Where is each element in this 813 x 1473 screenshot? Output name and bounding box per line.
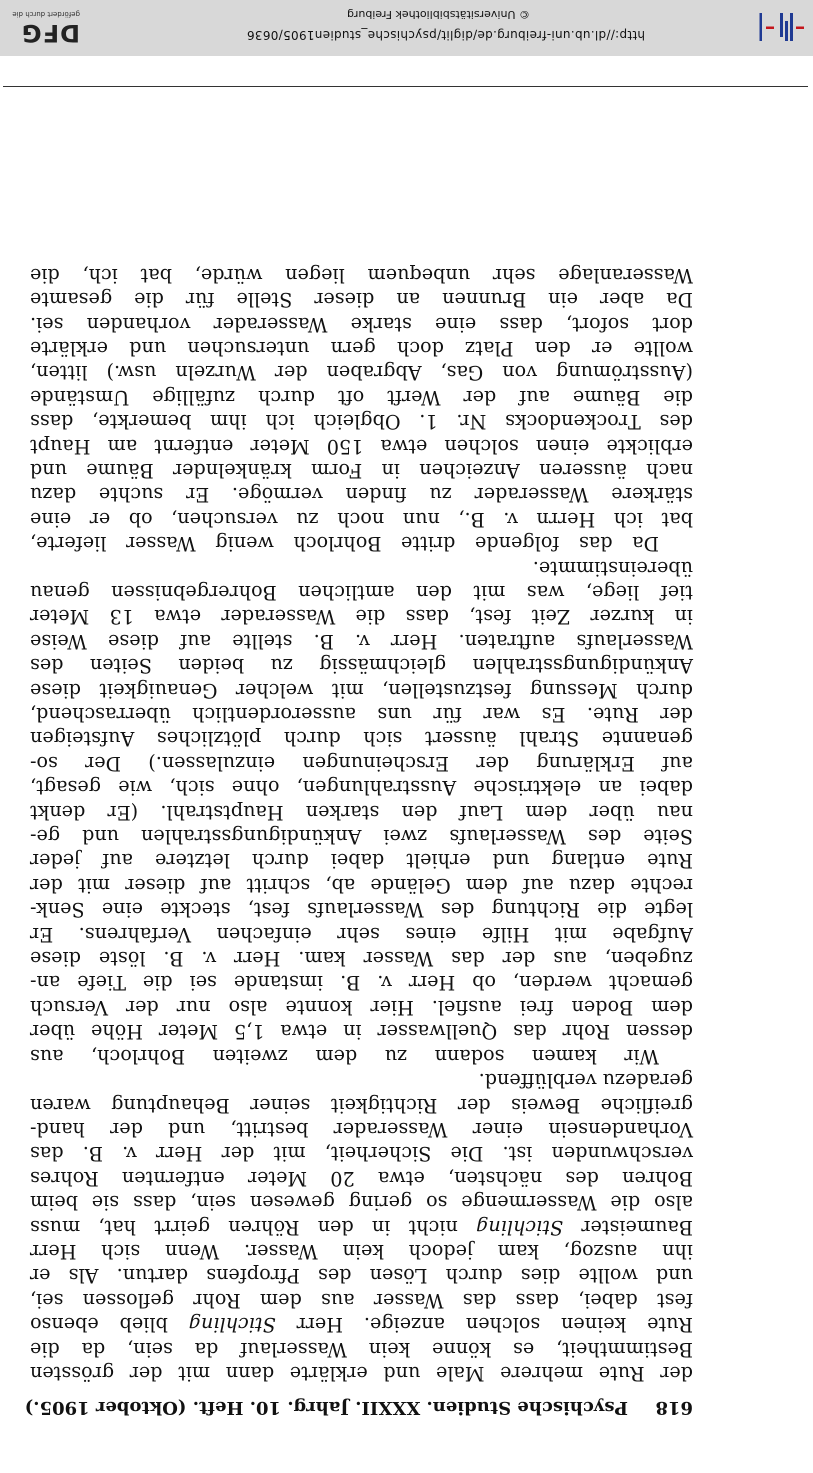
copyright-notice: © Universitätsbibliothek Freiburg — [347, 8, 530, 21]
text-line: nau über dem Lauf den starken Hauptstrahl. (Er denkt — [30, 800, 693, 824]
text-line: Da aber ein Brunnen an dieser Stelle für die gesamte — [30, 288, 693, 312]
text-line: Aufgabe mit Hilfe eines sehr einfachen Verfahrens. Er — [30, 922, 693, 946]
text-line: fest dabei, dass das Wasser aus dem Rohr geflossen sei, — [30, 1288, 693, 1312]
text-line: rechte dazu auf dem Gelände ab, schritt auf dieser mit der — [30, 873, 693, 897]
dfg-logo[interactable] — [2, 7, 80, 47]
text-line: bat ich Herrn v. B., nun noch zu versuchen, ob er eine — [30, 507, 693, 531]
text-line: Seite des Wasserlaufs zwei Ankündigungsstrahlen und ge- — [30, 825, 693, 849]
text-line: Da das folgende dritte Bohrloch wenig Wasser lieferte, — [30, 532, 659, 556]
text-line: gemacht werden, ob Herr v. B. imstande sei die Tiefe an- — [30, 971, 693, 995]
text-line: und wollte dies durch Lösen des Pfropfens dartun. Als er — [30, 1264, 693, 1288]
text-line: dabei an elektrische Ausstrahlungen, ohne sich, wie gesagt, — [30, 776, 693, 800]
page-header — [24, 1392, 693, 1418]
text-line: Bestimmtheit, es könne kein Wasserlauf da sein, da die — [30, 1337, 693, 1361]
text-line: dort sofort, dass eine starke Wasserader vorhanden sei. — [30, 312, 693, 336]
dfg-logo-mark: DFG — [20, 19, 80, 47]
text-line: genannte Strahl äussert sich durch plötzliches Aufsteigen — [30, 727, 693, 751]
page-number: 618 — [655, 1397, 693, 1418]
text-fragment-italic: Stichling — [476, 1215, 564, 1239]
dfg-logo-caption: gefördert durch die — [12, 10, 80, 18]
ub-freiburg-logo-icon[interactable] — [757, 9, 807, 45]
text-line: erblickte einen solchen etwa 150 Meter entfernt am Haupt — [30, 434, 693, 458]
text-line: der Rute mehrere Male und erklärte dann mit der grössten — [30, 1362, 693, 1385]
text-line: Rute entlang und erhielt dabei durch letztere auf jeder — [30, 849, 693, 873]
body-text — [0, 262, 693, 1385]
text-fragment: nicht in den Röhren geirrt hat, muss — [30, 1215, 477, 1239]
text-line: also die Wassermenge so gering gewesen sein, dass sie beim — [30, 1191, 693, 1215]
text-line: der Rute. Es war für uns ausserordentlich überraschend, — [30, 703, 693, 727]
text-line: ihn auszog, kam jedoch kein Wasser. Wenn sich Herr — [30, 1239, 693, 1263]
text-fragment: Baumeister — [563, 1215, 693, 1239]
text-line: Ankündigungsstrahlen gleichmässig zu beiden Seiten des — [30, 654, 693, 678]
text-line — [30, 1214, 693, 1238]
text-line: in kurzer Zeit fest, dass die Wasserader etwa 13 Meter — [30, 605, 693, 629]
text-line: die Bäume auf der Werft oft durch zufällige Umstände — [30, 385, 693, 409]
text-line: wollte er den Platz doch gern untersuchen und erklärte — [30, 336, 693, 360]
text-line — [30, 1312, 693, 1336]
text-line: verschwunden ist. Die Sicherheit, mit der Herr v. B. das — [30, 1142, 693, 1166]
text-fragment: blieb ebenso — [30, 1313, 189, 1337]
running-head: Psychische Studien. XXXII. Jahrg. 10. Heft. (Oktober 1905.) — [24, 1397, 628, 1418]
text-line: geradezu verblüffend. — [478, 1069, 693, 1093]
text-line: Wasseranlage sehr unbequem liegen würde, bat ich, die — [30, 263, 693, 287]
text-line: Wasserlaufs auftraten. Herr v. B. stellte auf diese Weise — [30, 629, 693, 653]
text-line: greifliche Beweis der Richtigkeit seiner Behauptung waren — [30, 1093, 693, 1117]
text-line: Bohren des nächsten, etwa 20 Meter entfernten Rohres — [30, 1166, 693, 1190]
text-line: übereinstimmte. — [532, 556, 693, 580]
text-line: durch Messung festzustellen, mit welcher Genauigkeit diese — [30, 678, 693, 702]
page-rule-tick — [446, 86, 454, 87]
text-line: Wir kamen sodann zu dem zweiten Bohrloch, aus — [30, 1044, 659, 1068]
text-fragment: Rute keinen solchen anzeige. Herr — [275, 1313, 693, 1337]
document-url-link[interactable]: http://dl.ub.uni-freiburg.de/diglit/psychische_studien1905/0636 — [246, 28, 645, 42]
text-line: nach äusseren Anzeichen in Form kränkelnder Bäume und — [30, 458, 693, 482]
text-line: des Trockendocks Nr. 1. Obgleich ich ihm bemerkte, dass — [30, 410, 693, 434]
page-rule — [3, 86, 808, 87]
text-line: dessen Rohr das Quellwasser in etwa 1,5 Meter Höhe über — [30, 1020, 693, 1044]
text-line: Vorhandensein einer Wasserader bestritt, und der hand- — [30, 1117, 693, 1141]
text-line: stärkere Wasserader zu finden vermöge. Er suchte dazu — [30, 483, 693, 507]
text-line: tief liege, was mit den amtlichen Bohrergebnissen genau — [30, 581, 693, 604]
text-fragment-italic: Stichling — [188, 1313, 276, 1337]
text-line: zugeben, aus der das Wasser kam. Herr v. B. löste diese — [30, 947, 693, 971]
text-line: auf Erklärung der Erscheinungen einzulassen.) Der so- — [30, 751, 693, 775]
text-line: (Ausströmung von Gas, Abgraben der Wurzeln usw.) litten, — [30, 361, 693, 385]
text-line: legte die Richtung des Wasserlaufs fest, steckte eine Senk- — [30, 898, 693, 922]
text-line: dem Boden frei ausfiel. Hier konnte also nur der Versuch — [30, 995, 693, 1019]
